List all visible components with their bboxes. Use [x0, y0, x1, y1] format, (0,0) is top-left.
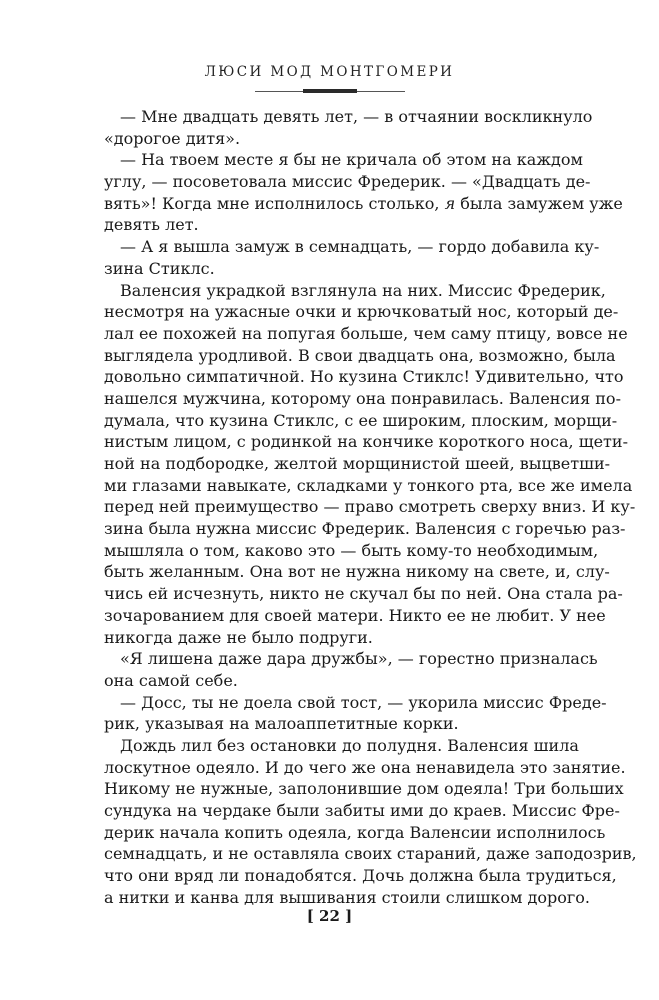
text-line: лал ее похожей на попугая больше, чем саму птицу, вовсе не [104, 323, 628, 343]
text-line: сундука на чердаке были забиты ими до краев. Миссис Фре- [104, 801, 620, 820]
text-line: «Я лишена даже дара дружбы», — горестно призналась [120, 649, 598, 669]
text-line: лоскутное одеяло. И до чего же она ненавидела это занятие. [104, 757, 626, 777]
text-line: дерик начала копить одеяла, когда Валенсии исполнилось [104, 822, 606, 842]
text-line: ной на подбородке, желтой морщинистой шеей, выцветши- [104, 454, 611, 473]
text-line: Валенсия украдкой взглянула на них. Миссис Фредерик, [120, 280, 606, 300]
text-line: — Мне двадцать девять лет, — в отчаянии воскликнуло [120, 107, 593, 126]
text-line: углу, — посоветовала миссис Фредерик. — «Двадцать де- [104, 172, 591, 192]
text-line: девять лет. [104, 215, 199, 235]
text-line: ми глазами навыкате, складками у тонкого рта, все же имела [104, 475, 633, 495]
paragraph [104, 150, 623, 237]
paragraph [104, 692, 607, 736]
text-line: несмотря на ужасные очки и крючковатый нос, который де- [104, 302, 619, 322]
text-line: Дождь лил без остановки до полудня. Валенсия шила [120, 735, 579, 755]
text-line: — Досс, ты не доела свой тост, — укорила миссис Фреде- [120, 692, 607, 712]
text-line: зина была нужна миссис Фредерик. Валенсия с горечью раз- [104, 519, 626, 539]
text-line: «дорогое дитя». [104, 128, 241, 148]
running-head-title: ЛЮСИ МОД МОНТГОМЕРИ [204, 64, 455, 80]
text-line: — На твоем месте я бы не кричала об этом на каждом [120, 150, 583, 170]
page-number: [ 22 ] [306, 907, 353, 925]
text-line: нистым лицом, с родинкой на кончике короткого носа, щети- [104, 432, 628, 452]
paragraph [104, 735, 637, 910]
text-line: перед ней преимущество — право смотреть сверху вниз. И ку- [104, 497, 636, 517]
paragraph [104, 107, 593, 150]
paragraph [104, 280, 636, 650]
text-line: выглядела уродливой. В свои двадцать она, возможно, была [104, 345, 616, 365]
text-line: что они вряд ли понадобятся. Дочь должна была трудиться, [104, 866, 617, 886]
text-line: быть желанным. Она вот не нужна никому на свете, и, слу- [104, 562, 610, 582]
text-line: никогда даже не было подруги. [104, 627, 373, 647]
text-line: зина Стиклс. [104, 258, 215, 278]
text-line: семнадцать, и не оставляла своих стараний, даже заподозрив, [104, 844, 637, 864]
text-line: мышляла о том, каково это — быть кому-то необходимым, [104, 540, 599, 560]
text-line: зочарованием для своей матери. Никто ее не любит. У нее [104, 605, 606, 625]
header-rule-accent [303, 89, 357, 93]
text-line: она самой себе. [104, 670, 238, 690]
text-line: а нитки и канва для вышивания стоили слишком дорого. [104, 887, 590, 907]
text-line: рик, указывая на малоаппетитные корки. [104, 714, 459, 734]
text-line: довольно симпатичной. Но кузина Стиклс! Удивительно, что [104, 367, 624, 387]
text-line: — А я вышла замуж в семнадцать, — гордо добавила ку- [120, 237, 600, 257]
text-line: думала, что кузина Стиклс, с ее широким, плоским, морщи- [104, 410, 618, 430]
text-line: вять»! Когда мне исполнилось столько, я была замужем уже [104, 193, 623, 213]
text-line: нашелся мужчина, которому она понравилась. Валенсия по- [104, 388, 621, 408]
paragraph [104, 649, 598, 692]
body-text [104, 107, 637, 909]
text-line: чись ей исчезнуть, никто не скучал бы по ней. Она стала ра- [104, 584, 623, 604]
text-line: Никому не нужные, заполонившие дом одеяла! Три больших [104, 779, 624, 799]
paragraph [104, 237, 600, 280]
